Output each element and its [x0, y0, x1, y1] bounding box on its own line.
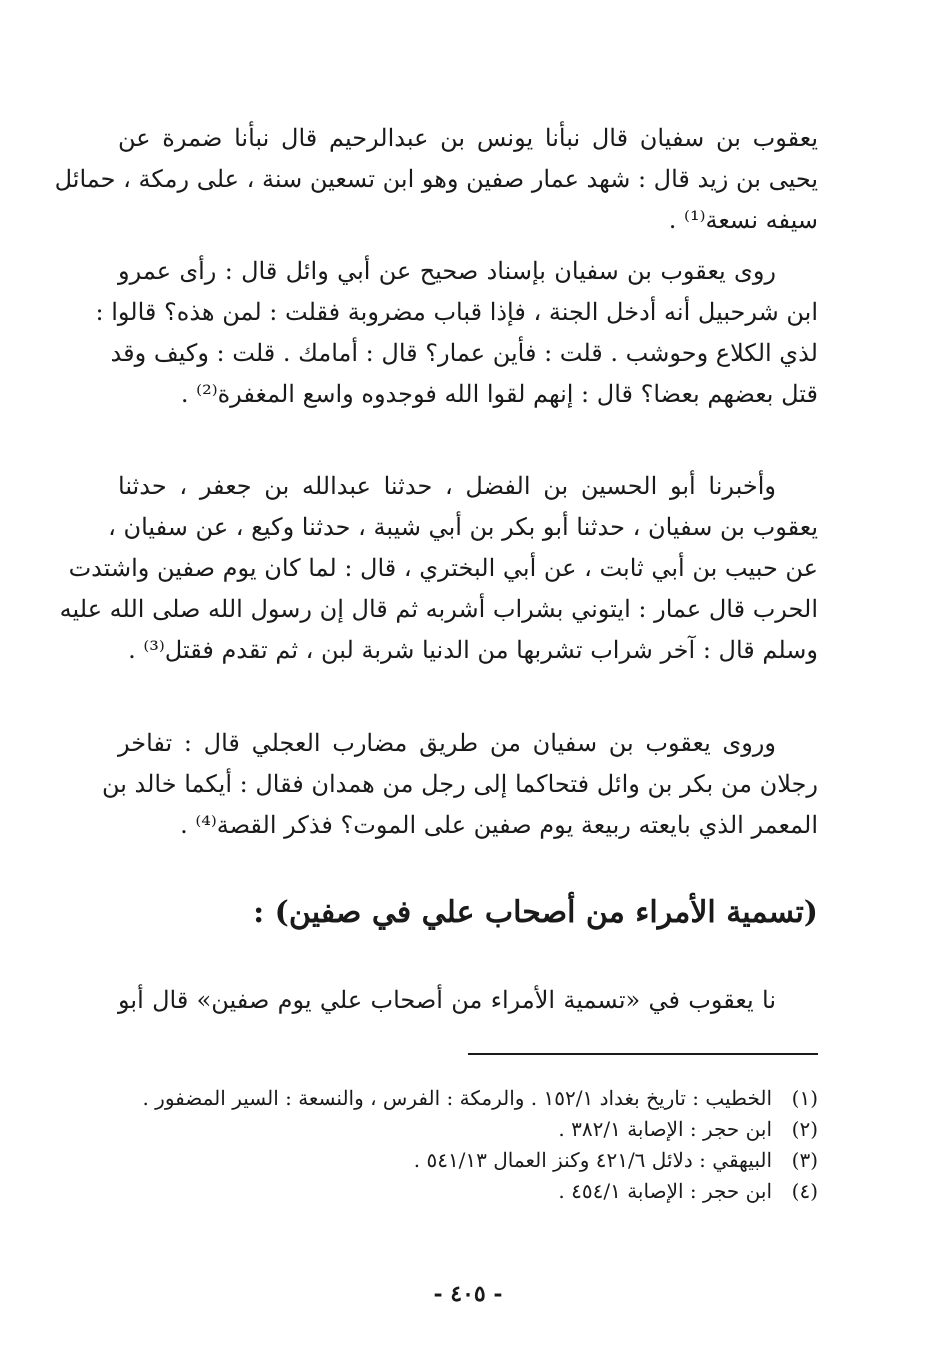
- footnote-item: [118, 1176, 818, 1207]
- text-line: سيفه نسعة⁽¹⁾ .: [668, 206, 818, 234]
- text-line: يعقوب بن سفيان قال نبأنا يونس بن عبدالرحيم قال نبأنا ضمرة عن: [118, 124, 818, 152]
- footnote-item: [118, 1083, 818, 1114]
- footnote-text: ابن حجر : الإصابة ٤٥٤/١ .: [558, 1179, 772, 1203]
- book-page: [54, 118, 818, 1338]
- footnote-number: (١): [791, 1086, 818, 1110]
- text-line: عن حبيب بن أبي ثابت ، عن أبي البختري ، قال : لما كان يوم صفين واشتدت: [68, 554, 818, 582]
- footnote-item: [118, 1114, 818, 1145]
- paragraph-4: [101, 723, 818, 846]
- text-line: لذي الكلاع وحوشب . قلت : فأين عمار؟ قال : أمامك . قلت : وكيف وقد: [110, 339, 818, 367]
- text-line: وسلم قال : آخر شراب تشربها من الدنيا شربة لبن ، ثم تقدم فقتل⁽³⁾ .: [128, 636, 818, 664]
- text-line: نا يعقوب في «تسمية الأمراء من أصحاب علي يوم صفين» قال أبو: [118, 986, 776, 1014]
- footnotes-list: [118, 1083, 818, 1207]
- text-line: يحيى بن زيد قال : شهد عمار صفين وهو ابن تسعين سنة ، على رمكة ، حمائل: [54, 165, 818, 193]
- text-line: الحرب قال عمار : ايتوني بشراب أشربه ثم قال إن رسول الله صلى الله عليه: [59, 595, 818, 623]
- footnote-text: الخطيب : تاريخ بغداد ١٥٢/١ . والرمكة : الفرس ، والنسعة : السير المضفور .: [142, 1086, 772, 1110]
- footnote-text: البيهقي : دلائل ٤٢١/٦ وكنز العمال ٥٤١/١٣ .: [413, 1148, 772, 1172]
- footnote-item: [118, 1145, 818, 1176]
- paragraph-5: [118, 980, 818, 1021]
- text-line: قتل بعضهم بعضا؟ قال : إنهم لقوا الله فوجدوه واسع المغفرة⁽²⁾ .: [180, 380, 818, 408]
- text-line: روى يعقوب بن سفيان بإسناد صحيح عن أبي وائل قال : رأى عمرو: [118, 257, 776, 285]
- page-number: - ٤٠٥ -: [433, 1281, 503, 1307]
- paragraph-1: [54, 118, 818, 241]
- text-line: رجلان من بكر بن وائل فتحاكما إلى رجل من همدان فقال : أيكما خالد بن: [101, 770, 818, 798]
- text-line: المعمر الذي بايعته ربيعة يوم صفين على الموت؟ فذكر القصة⁽⁴⁾ .: [180, 811, 818, 839]
- section-heading: (تسمية الأمراء من أصحاب علي في صفين) :: [253, 895, 818, 930]
- footnote-number: (٣): [791, 1148, 818, 1172]
- footnote-number: (٤): [791, 1179, 818, 1203]
- text-line: يعقوب بن سفيان ، حدثنا أبو بكر بن أبي شيبة ، حدثنا وكيع ، عن سفيان ،: [108, 513, 818, 541]
- footnote-divider: [468, 1053, 818, 1055]
- text-line: وأخبرنا أبو الحسين بن الفضل ، حدثنا عبدالله بن جعفر ، حدثنا: [118, 472, 776, 500]
- text-line: ابن شرحبيل أنه أدخل الجنة ، فإذا قباب مضروبة فقلت : لمن هذه؟ قالوا :: [95, 298, 818, 326]
- footnote-text: ابن حجر : الإصابة ٣٨٢/١ .: [558, 1117, 772, 1141]
- text-line: وروى يعقوب بن سفيان من طريق مضارب العجلي قال : تفاخر: [118, 729, 776, 757]
- footnote-number: (٢): [791, 1117, 818, 1141]
- paragraph-3: [59, 466, 818, 671]
- paragraph-2: [95, 251, 818, 415]
